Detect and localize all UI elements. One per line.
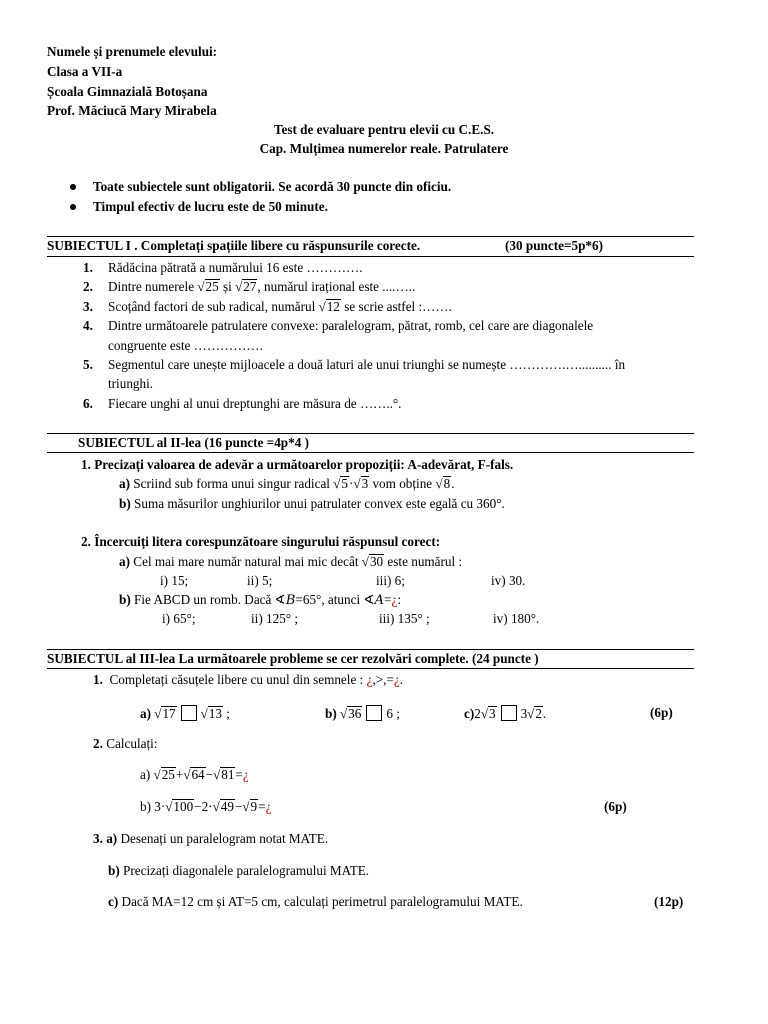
sqrt-symbol: √27 — [235, 279, 257, 294]
sqrt-symbol: √8 — [435, 476, 451, 491]
subject-2-heading: SUBIECTUL al II-lea (16 puncte =4p*4 ) — [78, 435, 309, 450]
sqrt-symbol: √25 — [153, 767, 175, 782]
sqrt-symbol: √36 — [340, 706, 362, 721]
bullet-icon — [70, 184, 76, 190]
s3-q2-a: a) √25+√64−√81=¿ — [140, 767, 249, 782]
s3-q3-b: b) Precizați diagonalele paralelogramului MATE. — [108, 863, 370, 878]
divider — [47, 452, 694, 453]
answer-box[interactable] — [366, 705, 382, 721]
sqrt-symbol: √13 — [200, 706, 222, 721]
divider — [47, 433, 694, 434]
sqrt-symbol: √25 — [197, 279, 219, 294]
s2-q2-a: a) Cel mai mare număr natural mai mic decât √30 este numărul : — [119, 554, 463, 569]
answer-option[interactable]: iii) 6; — [376, 573, 405, 588]
s1-item-4: 4. Dintre următoarele patrulatere convexe: paralelogram, pătrat, romb, cel care are diagonalele — [83, 318, 594, 333]
divider — [47, 236, 694, 237]
s3-q1-c: c)2√3 3√2. — [464, 706, 547, 721]
sqrt-symbol: √30 — [361, 554, 384, 569]
sqrt-symbol: √100 — [165, 799, 194, 814]
bullet-icon — [70, 204, 76, 210]
class-label: Clasa a VII-a — [47, 64, 123, 79]
s1-item-4-cont: congruente este ……………. — [108, 338, 263, 353]
answer-option[interactable]: iv) 180°. — [493, 611, 540, 626]
answer-box[interactable] — [181, 705, 197, 721]
s3-q3-c: c) Dacă MA=12 cm și AT=5 cm, calculați perimetrul paralelogramului MATE. — [108, 894, 523, 909]
sqrt-symbol: √64 — [183, 767, 205, 782]
answer-option[interactable]: iv) 30. — [491, 573, 526, 588]
s3-q3-a: 3. a) Desenați un paralelogram notat MATE. — [93, 831, 329, 846]
s1-item-5-cont: triunghi. — [108, 376, 154, 391]
test-title: Test de evaluare pentru elevii cu C.E.S. — [273, 122, 495, 137]
sqrt-symbol: √2 — [527, 706, 542, 721]
sqrt-symbol: √3 — [353, 476, 369, 491]
subject-1-points: (30 puncte=5p*6) — [505, 238, 603, 253]
s1-item-3: 3. Scoțând factori de sub radical, numărul √12 se scrie astfel :……. — [83, 299, 452, 314]
s3-q2-points: (6p) — [604, 799, 627, 814]
s3-q1-b: b) √36 6 ; — [325, 706, 400, 721]
subject-1-heading: SUBIECTUL I . Completați spațiile libere cu răspunsurile corecte. — [47, 238, 421, 253]
s2-q2-title: 2. Încercuiți litera corespunzătoare singurului răspunsul corect: — [81, 534, 441, 549]
s3-q1: 1. Completați căsuțele libere cu unul din semnele : ¿,>,=¿. — [93, 672, 404, 687]
answer-box[interactable] — [501, 705, 517, 721]
sqrt-symbol: √12 — [318, 299, 340, 314]
s3-q2: 2. Calculați: — [93, 736, 158, 751]
instruction-item: Toate subiectele sunt obligatorii. Se acordă 30 puncte din oficiu. — [93, 179, 452, 194]
s2-q1-a: a) Scriind sub forma unui singur radical √5·√3 vom obține √8. — [119, 476, 455, 491]
student-name-label: Numele și prenumele elevului: — [47, 44, 218, 59]
divider — [47, 256, 694, 257]
s1-item-5: 5. Segmentul care unește mijloacele a două laturi ale unui triunghi se numește ………….….......... în — [83, 357, 626, 372]
s1-item-2: 2. Dintre numerele √25 și √27, numărul irațional este ....….. — [83, 279, 416, 294]
teacher-label: Prof. Măciucă Mary Mirabela — [47, 103, 217, 118]
sqrt-symbol: √9 — [242, 799, 258, 814]
instruction-item: Timpul efectiv de lucru este de 50 minute. — [93, 199, 328, 214]
divider — [47, 668, 694, 669]
test-subtitle: Cap. Mulțimea numerelor reale. Patrulatere — [259, 141, 509, 156]
sqrt-symbol: √81 — [213, 767, 235, 782]
s3-q3-points: (12p) — [654, 894, 684, 909]
s2-q1-title: 1. Precizați valoarea de adevăr a următoarelor propoziții: A-adevărat, F-fals. — [81, 457, 514, 472]
subject-3-heading: SUBIECTUL al III-lea La următoarele probleme se cer rezolvări complete. (24 puncte ) — [47, 651, 539, 666]
sqrt-symbol: √3 — [480, 706, 496, 721]
answer-option[interactable]: ii) 125° ; — [251, 611, 299, 626]
s2-q2-b: b) Fie ABCD un romb. Dacă ∢𝐵=65°, atunci ∢𝐴=¿: — [119, 592, 401, 607]
sqrt-symbol: √17 — [154, 706, 176, 721]
s2-q1-b: b) Suma măsurilor unghiurilor unui patrulater convex este egală cu 360°. — [119, 496, 505, 511]
s1-item-6: 6. Fiecare unghi al unui dreptunghi are măsura de ……..°. — [83, 396, 402, 411]
s3-q2-b: b) 3·√100−2·√49−√9=¿ — [140, 799, 272, 814]
s3-q1-points: (6p) — [650, 705, 673, 720]
sqrt-symbol: √49 — [212, 799, 234, 814]
divider — [47, 649, 694, 650]
sqrt-symbol: √5 — [333, 476, 349, 491]
answer-option[interactable]: iii) 135° ; — [379, 611, 430, 626]
school-label: Școala Gimnazială Botoșana — [47, 84, 208, 99]
answer-option[interactable]: ii) 5; — [247, 573, 273, 588]
s3-q1-a: a) √17 √13 ; — [140, 706, 230, 721]
answer-option[interactable]: i) 15; — [160, 573, 189, 588]
answer-option[interactable]: i) 65°; — [162, 611, 196, 626]
s1-item-1: 1. Rădăcina pătrată a numărului 16 este …………. — [83, 260, 363, 275]
